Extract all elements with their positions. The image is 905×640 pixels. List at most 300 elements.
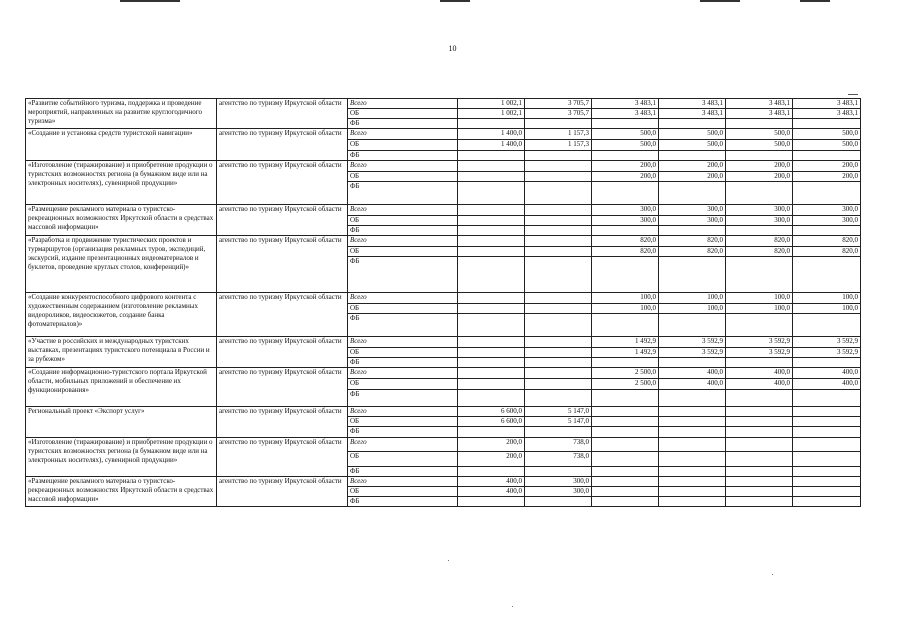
amount-cell: 200,0 — [592, 161, 659, 172]
amount-cell: 300,0 — [793, 205, 861, 216]
amount-cell: 1 157,3 — [525, 140, 592, 151]
amount-cell — [525, 304, 592, 314]
amount-cell — [592, 438, 659, 452]
funding-source-cell — [348, 467, 458, 477]
amount-cell: 200,0 — [726, 161, 793, 172]
amount-cell — [458, 226, 525, 236]
funding-source-cell — [348, 417, 458, 427]
funding-source-cell — [348, 487, 458, 497]
amount-cell — [659, 257, 726, 293]
amount-cell: 738,0 — [525, 452, 592, 467]
activity-name: «Создание и установка средств туристской навигации» — [26, 129, 217, 161]
funding-source-cell — [348, 172, 458, 182]
amount-cell — [592, 314, 659, 337]
amount-cell: 500,0 — [659, 140, 726, 151]
amount-cell: 2 500,0 — [592, 379, 659, 390]
funding-source: Всего — [350, 407, 367, 415]
funding-source: Всего — [350, 129, 367, 137]
amount-cell — [525, 497, 592, 507]
amount-cell — [592, 226, 659, 236]
amount-cell — [592, 477, 659, 487]
amount-cell — [793, 151, 861, 161]
activity-name: «Разработка и продвижение туристических проектов и турмаршрутов (организация рекламных туров, экспедиций, экскурсий, издание презентационных видеоматериалов и буклетов, проведение круглых столов, конференций)» — [26, 236, 217, 293]
amount-cell — [458, 293, 525, 304]
amount-cell — [525, 257, 592, 293]
funding-source: ФБ — [350, 151, 360, 159]
funding-source-cell — [348, 497, 458, 507]
funding-source: Всего — [350, 236, 367, 244]
amount-cell: 820,0 — [659, 247, 726, 257]
amount-cell — [793, 438, 861, 452]
funding-source: Всего — [350, 337, 367, 345]
amount-cell — [726, 467, 793, 477]
responsible-agency: агентство по туризму Иркутской области — [217, 161, 348, 205]
funding-source-cell — [348, 216, 458, 226]
scan-speck — [512, 606, 513, 607]
amount-cell — [525, 216, 592, 226]
scan-edge-mark — [440, 0, 470, 2]
amount-cell: 1 492,9 — [592, 348, 659, 358]
amount-cell — [458, 497, 525, 507]
funding-source-cell — [348, 99, 458, 109]
funding-source: ОБ — [350, 172, 360, 180]
amount-cell: 100,0 — [659, 304, 726, 314]
funding-source-cell — [348, 379, 458, 390]
amount-cell — [458, 119, 525, 129]
amount-cell — [458, 216, 525, 226]
amount-cell: 3 592,9 — [726, 348, 793, 358]
amount-cell — [793, 497, 861, 507]
amount-cell — [592, 257, 659, 293]
amount-cell: 400,0 — [659, 379, 726, 390]
amount-cell — [726, 452, 793, 467]
amount-cell — [525, 247, 592, 257]
amount-cell — [793, 427, 861, 438]
amount-cell — [525, 314, 592, 337]
responsible-agency: агентство по туризму Иркутской области — [217, 205, 348, 236]
amount-cell: 738,0 — [525, 438, 592, 452]
amount-cell — [726, 497, 793, 507]
responsible-agency: агентство по туризму Иркутской области — [217, 438, 348, 477]
amount-cell — [793, 467, 861, 477]
amount-cell — [458, 467, 525, 477]
amount-cell: 200,0 — [659, 172, 726, 182]
amount-cell: 820,0 — [793, 236, 861, 247]
amount-cell — [525, 205, 592, 216]
funding-source: ФБ — [350, 314, 360, 322]
amount-cell: 3 592,9 — [659, 348, 726, 358]
amount-cell — [726, 226, 793, 236]
activity-name: «Изготовление (тиражирование) и приобретение продукции о туристских возможностях региона (в бумажном виде или на электронных носителях), сувенирной продукции» — [26, 161, 217, 205]
amount-cell: 400,0 — [726, 368, 793, 379]
activity-name: «Изготовление (тиражирование) и приобретение продукции о туристских возможностях региона (в бумажном виде или на электронных носителях), сувенирной продукции» — [26, 438, 217, 477]
amount-cell: 300,0 — [726, 216, 793, 226]
amount-cell — [525, 119, 592, 129]
amount-cell — [525, 427, 592, 438]
amount-cell: 400,0 — [726, 379, 793, 390]
funding-source-cell — [348, 452, 458, 467]
funding-source: ФБ — [350, 182, 360, 190]
amount-cell — [525, 182, 592, 205]
amount-cell — [793, 182, 861, 205]
funding-source-cell — [348, 337, 458, 348]
amount-cell: 5 147,0 — [525, 407, 592, 417]
amount-cell — [659, 427, 726, 438]
table-row — [26, 205, 861, 216]
amount-cell — [525, 226, 592, 236]
amount-cell — [726, 407, 793, 417]
funding-source-cell — [348, 236, 458, 247]
responsible-agency: агентство по туризму Иркутской области — [217, 99, 348, 129]
amount-cell — [458, 151, 525, 161]
amount-cell — [592, 407, 659, 417]
amount-cell: 820,0 — [659, 236, 726, 247]
responsible-agency: агентство по туризму Иркутской области — [217, 129, 348, 161]
amount-cell: 1 157,3 — [525, 129, 592, 140]
amount-cell: 300,0 — [793, 216, 861, 226]
funding-source-cell — [348, 109, 458, 119]
funding-source-cell — [348, 151, 458, 161]
amount-cell — [525, 390, 592, 407]
funding-source: ФБ — [350, 358, 360, 366]
amount-cell — [592, 182, 659, 205]
activity-name: «Создание конкурентоспособного цифрового контента с художественным содержанием (изготовление рекламных видеороликов, видеосюжетов, создание банка фотоматериалов)» — [26, 293, 217, 337]
funding-source-cell — [348, 368, 458, 379]
amount-cell — [458, 314, 525, 337]
amount-cell: 100,0 — [659, 293, 726, 304]
funding-source: ОБ — [350, 417, 360, 425]
funding-source: ФБ — [350, 467, 360, 475]
responsible-agency: агентство по туризму Иркутской области — [217, 477, 348, 507]
activity-name: «Участие в российских и международных туристских выставках, презентациях туристского потенциала в России и за рубежом» — [26, 337, 217, 368]
funding-source: ОБ — [350, 140, 360, 148]
amount-cell: 3 592,9 — [659, 337, 726, 348]
amount-cell: 820,0 — [592, 247, 659, 257]
amount-cell — [659, 417, 726, 427]
funding-source-cell — [348, 304, 458, 314]
amount-cell — [458, 348, 525, 358]
amount-cell — [458, 358, 525, 368]
activity-name: Региональный проект «Экспорт услуг» — [26, 407, 217, 438]
amount-cell — [726, 119, 793, 129]
amount-cell: 300,0 — [659, 216, 726, 226]
amount-cell — [793, 358, 861, 368]
amount-cell — [458, 427, 525, 438]
amount-cell: 3 483,1 — [592, 109, 659, 119]
amount-cell — [726, 487, 793, 497]
amount-cell — [458, 236, 525, 247]
amount-cell: 2 500,0 — [592, 368, 659, 379]
amount-cell: 1 002,1 — [458, 109, 525, 119]
funding-source-cell — [348, 205, 458, 216]
amount-cell — [659, 477, 726, 487]
amount-cell: 3 483,1 — [659, 109, 726, 119]
amount-cell: 3 705,7 — [525, 109, 592, 119]
page-number: 10 — [448, 44, 457, 53]
scan-artifact — [848, 94, 858, 95]
table-row — [26, 293, 861, 304]
amount-cell — [659, 487, 726, 497]
amount-cell — [592, 487, 659, 497]
responsible-agency: агентство по туризму Иркутской области — [217, 407, 348, 438]
amount-cell: 3 592,9 — [793, 337, 861, 348]
amount-cell — [458, 205, 525, 216]
table-row — [26, 236, 861, 247]
funding-source: Всего — [350, 161, 367, 169]
activity-name: «Размещение рекламного материала о туристско-рекреационных возможностях Иркутской области в средствах массовой информации» — [26, 477, 217, 507]
funding-source-cell — [348, 247, 458, 257]
amount-cell — [458, 390, 525, 407]
table-row — [26, 161, 861, 172]
amount-cell: 300,0 — [525, 487, 592, 497]
amount-cell: 200,0 — [726, 172, 793, 182]
scan-edge-mark — [120, 0, 180, 2]
amount-cell — [592, 390, 659, 407]
funding-source-cell — [348, 390, 458, 407]
amount-cell: 400,0 — [458, 477, 525, 487]
amount-cell — [659, 438, 726, 452]
table-row — [26, 477, 861, 487]
funding-source-cell — [348, 358, 458, 368]
amount-cell: 1 400,0 — [458, 129, 525, 140]
amount-cell: 6 600,0 — [458, 407, 525, 417]
amount-cell — [525, 161, 592, 172]
amount-cell: 500,0 — [592, 140, 659, 151]
table-row — [26, 368, 861, 379]
amount-cell — [793, 417, 861, 427]
amount-cell — [726, 427, 793, 438]
amount-cell — [659, 390, 726, 407]
amount-cell: 300,0 — [659, 205, 726, 216]
amount-cell — [726, 314, 793, 337]
funding-source: ОБ — [350, 109, 360, 117]
funding-source-cell — [348, 293, 458, 304]
amount-cell: 300,0 — [726, 205, 793, 216]
amount-cell: 1 492,9 — [592, 337, 659, 348]
amount-cell: 500,0 — [592, 129, 659, 140]
activity-name: «Размещение рекламного материала о туристско-рекреационных возможностях Иркутской области в средствах массовой информации» — [26, 205, 217, 236]
funding-source-cell — [348, 477, 458, 487]
amount-cell: 500,0 — [793, 129, 861, 140]
amount-cell — [793, 452, 861, 467]
amount-cell: 100,0 — [726, 304, 793, 314]
scan-speck — [448, 560, 449, 561]
amount-cell — [726, 390, 793, 407]
table-row — [26, 337, 861, 348]
funding-source: Всего — [350, 438, 367, 446]
amount-cell: 3 483,1 — [659, 99, 726, 109]
amount-cell — [726, 182, 793, 205]
funding-source: Всего — [350, 293, 367, 301]
amount-cell — [592, 417, 659, 427]
amount-cell — [726, 257, 793, 293]
amount-cell — [592, 151, 659, 161]
amount-cell — [525, 358, 592, 368]
amount-cell: 5 147,0 — [525, 417, 592, 427]
amount-cell: 3 483,1 — [793, 99, 861, 109]
amount-cell — [458, 247, 525, 257]
funding-source: ОБ — [350, 216, 360, 224]
amount-cell — [458, 379, 525, 390]
amount-cell: 300,0 — [592, 205, 659, 216]
amount-cell: 400,0 — [659, 368, 726, 379]
amount-cell — [726, 438, 793, 452]
amount-cell: 100,0 — [592, 304, 659, 314]
activity-name: «Создание информационно-туристского портала Иркутской области, мобильных приложений и обеспечение их функционирования» — [26, 368, 217, 407]
amount-cell: 100,0 — [726, 293, 793, 304]
amount-cell — [659, 497, 726, 507]
amount-cell — [592, 467, 659, 477]
amount-cell — [525, 236, 592, 247]
amount-cell — [659, 407, 726, 417]
amount-cell: 3 483,1 — [726, 99, 793, 109]
amount-cell: 500,0 — [726, 129, 793, 140]
funding-source-cell — [348, 226, 458, 236]
funding-source-cell — [348, 438, 458, 452]
scan-speck — [772, 574, 773, 575]
funding-source-cell — [348, 314, 458, 337]
responsible-agency: агентство по туризму Иркутской области — [217, 368, 348, 407]
amount-cell — [726, 417, 793, 427]
amount-cell: 500,0 — [793, 140, 861, 151]
funding-source: ОБ — [350, 379, 360, 387]
funding-source-cell — [348, 129, 458, 140]
amount-cell: 3 705,7 — [525, 99, 592, 109]
funding-source: ОБ — [350, 247, 360, 255]
amount-cell — [726, 151, 793, 161]
amount-cell — [458, 257, 525, 293]
amount-cell — [793, 257, 861, 293]
amount-cell — [592, 358, 659, 368]
responsible-agency: агентство по туризму Иркутской области — [217, 236, 348, 293]
amount-cell: 6 600,0 — [458, 417, 525, 427]
amount-cell: 3 592,9 — [793, 348, 861, 358]
funding-source: ФБ — [350, 119, 360, 127]
amount-cell — [793, 119, 861, 129]
amount-cell: 100,0 — [793, 293, 861, 304]
amount-cell — [726, 477, 793, 487]
amount-cell — [793, 390, 861, 407]
amount-cell: 400,0 — [458, 487, 525, 497]
responsible-agency: агентство по туризму Иркутской области — [217, 337, 348, 368]
funding-source: ФБ — [350, 226, 360, 234]
funding-source: Всего — [350, 368, 367, 376]
amount-cell — [592, 497, 659, 507]
table-row — [26, 407, 861, 417]
amount-cell — [592, 452, 659, 467]
amount-cell — [458, 337, 525, 348]
amount-cell — [592, 119, 659, 129]
amount-cell: 200,0 — [793, 172, 861, 182]
funding-source: Всего — [350, 477, 367, 485]
funding-source-cell — [348, 407, 458, 417]
scan-edge-mark — [800, 0, 830, 2]
amount-cell — [525, 337, 592, 348]
activity-name: «Развитие событийного туризма, поддержка и проведение мероприятий, направленных на развитие круглогодичного туризма» — [26, 99, 217, 129]
amount-cell: 820,0 — [793, 247, 861, 257]
scan-edge-mark — [700, 0, 740, 2]
funding-source: Всего — [350, 99, 367, 107]
amount-cell — [793, 407, 861, 417]
amount-cell — [793, 314, 861, 337]
funding-source-cell — [348, 140, 458, 151]
amount-cell: 3 483,1 — [592, 99, 659, 109]
amount-cell: 300,0 — [525, 477, 592, 487]
amount-cell — [525, 379, 592, 390]
amount-cell: 400,0 — [793, 379, 861, 390]
amount-cell: 100,0 — [793, 304, 861, 314]
funding-source: ФБ — [350, 497, 360, 505]
amount-cell: 1 400,0 — [458, 140, 525, 151]
amount-cell: 820,0 — [592, 236, 659, 247]
amount-cell: 200,0 — [793, 161, 861, 172]
funding-source: ФБ — [350, 427, 360, 435]
amount-cell — [458, 182, 525, 205]
funding-table — [25, 98, 861, 507]
amount-cell — [726, 358, 793, 368]
amount-cell: 820,0 — [726, 247, 793, 257]
amount-cell: 200,0 — [592, 172, 659, 182]
funding-source-cell — [348, 182, 458, 205]
amount-cell: 100,0 — [592, 293, 659, 304]
amount-cell — [525, 293, 592, 304]
amount-cell — [458, 161, 525, 172]
amount-cell — [525, 151, 592, 161]
amount-cell — [659, 467, 726, 477]
funding-source: ФБ — [350, 390, 360, 398]
table-row — [26, 99, 861, 109]
amount-cell — [793, 477, 861, 487]
funding-source-cell — [348, 427, 458, 438]
funding-source: ФБ — [350, 257, 360, 265]
funding-source: Всего — [350, 205, 367, 213]
amount-cell: 500,0 — [726, 140, 793, 151]
responsible-agency: агентство по туризму Иркутской области — [217, 293, 348, 337]
amount-cell: 200,0 — [458, 452, 525, 467]
amount-cell — [659, 226, 726, 236]
amount-cell — [659, 452, 726, 467]
amount-cell: 3 483,1 — [726, 109, 793, 119]
amount-cell — [659, 119, 726, 129]
funding-source-cell — [348, 257, 458, 293]
funding-source: ОБ — [350, 348, 360, 356]
table-row — [26, 129, 861, 140]
amount-cell — [793, 226, 861, 236]
amount-cell: 820,0 — [726, 236, 793, 247]
amount-cell — [525, 467, 592, 477]
funding-source-cell — [348, 119, 458, 129]
amount-cell: 500,0 — [659, 129, 726, 140]
amount-cell — [659, 182, 726, 205]
funding-source: ОБ — [350, 304, 360, 312]
amount-cell: 400,0 — [793, 368, 861, 379]
amount-cell — [458, 368, 525, 379]
amount-cell: 200,0 — [659, 161, 726, 172]
amount-cell: 1 002,1 — [458, 99, 525, 109]
table-row — [26, 438, 861, 452]
amount-cell: 300,0 — [592, 216, 659, 226]
amount-cell: 3 483,1 — [793, 109, 861, 119]
amount-cell — [525, 172, 592, 182]
amount-cell: 3 592,9 — [726, 337, 793, 348]
amount-cell — [458, 172, 525, 182]
funding-source-cell — [348, 348, 458, 358]
funding-source-cell — [348, 161, 458, 172]
amount-cell — [525, 368, 592, 379]
amount-cell — [793, 487, 861, 497]
funding-source: ОБ — [350, 452, 360, 460]
funding-source: ОБ — [350, 487, 360, 495]
